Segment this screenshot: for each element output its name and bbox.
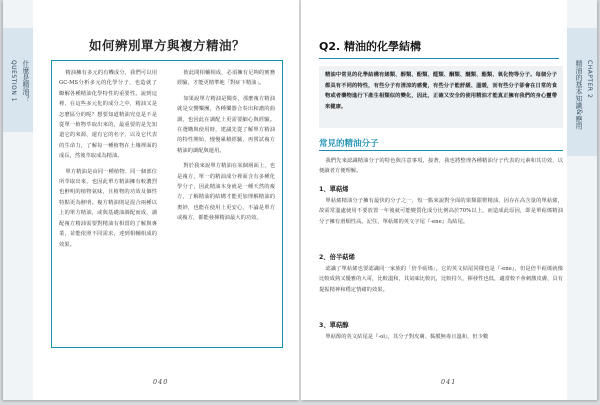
left-tab-title: 什麼是精油？: [22, 60, 30, 102]
right-chapter-tab: [567, 28, 597, 156]
page-number: 040: [153, 378, 169, 386]
left-tab-code: QUESTION 1: [10, 60, 17, 103]
item-text: 認識了單萜烯也要認識同一家族的「倍半萜烯」，它的英文結尾同樣也是『-ene』，但是倍半萜烯就像比較成熟又優雅的大哥，比較溫和，其氣味比較沉，比較持久，揮發性也低，適當較不會刺激皮膚，具有提振精神和穩定情緒的效果。: [319, 266, 563, 293]
item-text: 單萜烯精油分子擁有最快的分子之一，短一點來說對全面的果類甜橙精油，因存在高含量的單萜烯，故需常溫處使用不要放置一年後就可能變質化成分比例高於70%以上，而造成此原因，即是單萜烯精油分子擁有滑順性高。記住，單萜烯的英文字尾『-ene』為結尾。: [319, 198, 563, 225]
item-heading: 2、倍半萜烯: [319, 254, 355, 261]
section-heading: 常見的精油分子: [319, 139, 379, 149]
left-page: [3, 0, 299, 400]
text-column-b: [177, 68, 275, 229]
paragraph: 對於我來說單方精油在某個層面上，也是複方，單一的精油成分裡面含有多種化學分子，因此精油本身就是一種天然的複方，了解精油的結構才能更加理解精油的奧妙，也能在使用上更安心，不論是單方或複方，都能發揮精油最大的功效。: [177, 163, 275, 222]
item-text: 單萜醇的英文結尾是『-ol』，其分子對皮膚、黏膜無毒且溫和，但少數: [325, 334, 489, 340]
left-chapter-tab: [3, 28, 33, 132]
item-heading: 3、單萜醇: [319, 322, 349, 329]
paragraph: 彼此間相輔相成，必須擁有足夠的實務經驗，才能更精準地「對症下精油」。: [177, 70, 275, 87]
section-rule: [319, 150, 563, 151]
text-column-a: [59, 68, 157, 255]
page-number: 041: [441, 378, 457, 386]
item-heading: 1、單萜烯: [319, 186, 349, 193]
right-page: [301, 0, 597, 400]
right-tab-code: CHAPTER 2: [586, 60, 593, 99]
paragraph: 單方精油是由同一種植物、同一個部位所萃取出來，也因此單方精油擁有較濃烈也鮮明的植物氣味，且植物的功效及個性特點更為鮮明。複方精油則是混合兩種以上的單方精油，或與基礎油調配而成，調配複方精油需要對精油有相當的了解與專業，並能依照不同需求，達到相輔相成的效果。: [59, 168, 157, 248]
question-title: 如何辨別單方與複方精油？: [88, 38, 245, 53]
paragraph: 精油擁有多元的有機成分，我們可以用GC-MS分析多元的化學分子，也造就了瞭解各種精油化學特性的重要性。說到這裡，在這些多元化的成分之中，精油又是怎麼區分的呢？想要知道精油究竟是不是從單一植物萃取出來的，最重要的是先知道它的來源，還有它的名字，以及它代表的生命力，了解每一種植物在土壤裡面的成長，然後萃取成為精油。: [59, 70, 157, 160]
right-tab-title: 精油的基本知識&應用: [575, 60, 583, 130]
title-rule: [319, 58, 559, 59]
summary-box: 精油中常見的化學結構有烯類、醇類、酚類、醛類、酮類、醚類、酯類、氧化物等分子。每個分子都具有不同的特性，有些分子有清涼的感覺，有些分子能舒緩、溫暖，而有些分子卻會在日常的食物或者藥物進行下產生相類似的變化，因此，正確又安全的使用精油才能真正擁有我們的身心靈帶來健康。: [319, 66, 563, 128]
intro-paragraph: 我們先來認識精油分子的特色與注意事項，接著，我也將整理各種精油分子代表的元素和其功效，以便讀者方便理解。: [319, 158, 563, 175]
paragraph: 如果說單方精油是獨奏，那麼複方精油就是交響樂團，各種樂器合奏出和諧的曲調，也因此在調配上更需要細心與經驗。在選購與使用時，建議先從了解單方精油的特性開始，慢慢累積經驗，再嘗試複方精油的調配與運用。: [177, 95, 275, 154]
section-question-title: Q2. 精油的化學結構: [319, 40, 422, 53]
